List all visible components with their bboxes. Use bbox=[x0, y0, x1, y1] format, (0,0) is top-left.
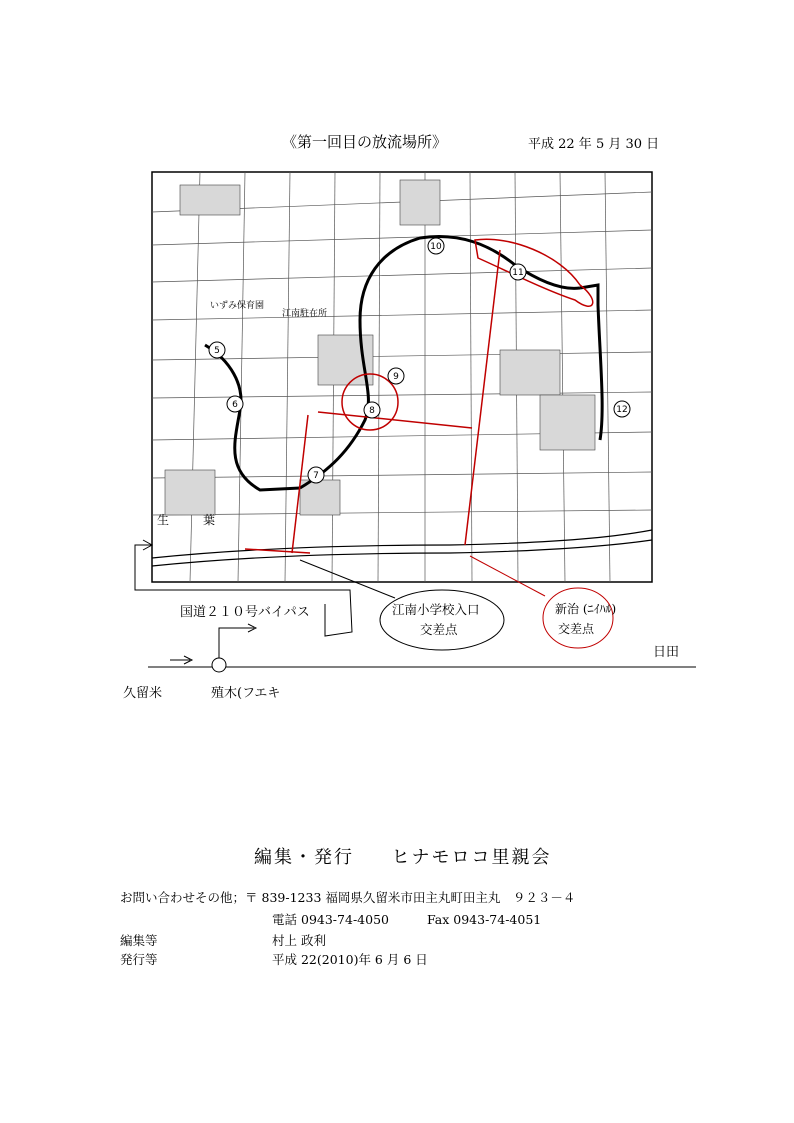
konan-callout-line2: 交差点 bbox=[420, 622, 458, 637]
publisher-label: 編集・発行 bbox=[254, 847, 354, 868]
point-label-11: 11 bbox=[512, 268, 524, 278]
publisher-name: ヒナモロコ里親会 bbox=[391, 847, 552, 868]
niiji-callout-line1: 新治 (ﾆｲﾊﾙ) bbox=[555, 602, 617, 616]
phone-label: 電話 bbox=[272, 912, 298, 927]
map-label-police-box: 江南駐在所 bbox=[282, 309, 328, 319]
point-label-5: 5 bbox=[214, 346, 220, 356]
postal-code: 839-1233 bbox=[261, 890, 322, 905]
address: 福岡県久留米市田主丸町田主丸 ９２３－４ bbox=[325, 890, 576, 905]
issue-date-footer: 平成 22(2010)年 6 月 6 日 bbox=[272, 952, 428, 967]
issue-label: 発行等 bbox=[120, 952, 158, 967]
page-title: 《第一回目の放流場所》 bbox=[282, 133, 448, 151]
station-marker bbox=[212, 658, 226, 672]
map-label-sei: 生 bbox=[157, 513, 170, 527]
konan-callout-line1: 江南小学校入口 bbox=[392, 602, 480, 617]
phone-number: 0943-74-4050 bbox=[301, 912, 389, 927]
phone-line bbox=[272, 910, 541, 928]
route-right-city: 日田 bbox=[653, 645, 680, 660]
bypass-label: 国道２１０号バイパス bbox=[180, 605, 310, 620]
point-label-9: 9 bbox=[393, 372, 399, 382]
editor-name: 村上 政利 bbox=[272, 933, 326, 948]
turn-arrow-line bbox=[219, 628, 254, 658]
issue-date: 平成 22 年 5 月 30 日 bbox=[528, 137, 660, 152]
map-label-ha: 葉 bbox=[203, 513, 216, 527]
map-label-nursery: いずみ保育園 bbox=[210, 301, 265, 311]
niiji-callout-line2: 交差点 bbox=[558, 622, 595, 636]
point-label-12: 12 bbox=[616, 405, 628, 415]
editor-label: 編集等 bbox=[120, 933, 158, 948]
fax-number: 0943-74-4051 bbox=[453, 912, 542, 927]
contact-label: お問い合わせその他；〒 bbox=[120, 890, 258, 905]
point-label-6: 6 bbox=[232, 400, 238, 410]
publisher-heading bbox=[254, 843, 551, 869]
niiji-callout-ellipse bbox=[543, 588, 613, 648]
route-station: 殖木(フエキ bbox=[211, 686, 281, 701]
fax-label: Fax bbox=[426, 912, 450, 927]
route-left-city: 久留米 bbox=[123, 686, 163, 701]
point-label-10: 10 bbox=[430, 242, 442, 252]
contact-line bbox=[120, 888, 575, 906]
point-label-7: 7 bbox=[313, 471, 319, 481]
point-label-8: 8 bbox=[369, 406, 375, 416]
